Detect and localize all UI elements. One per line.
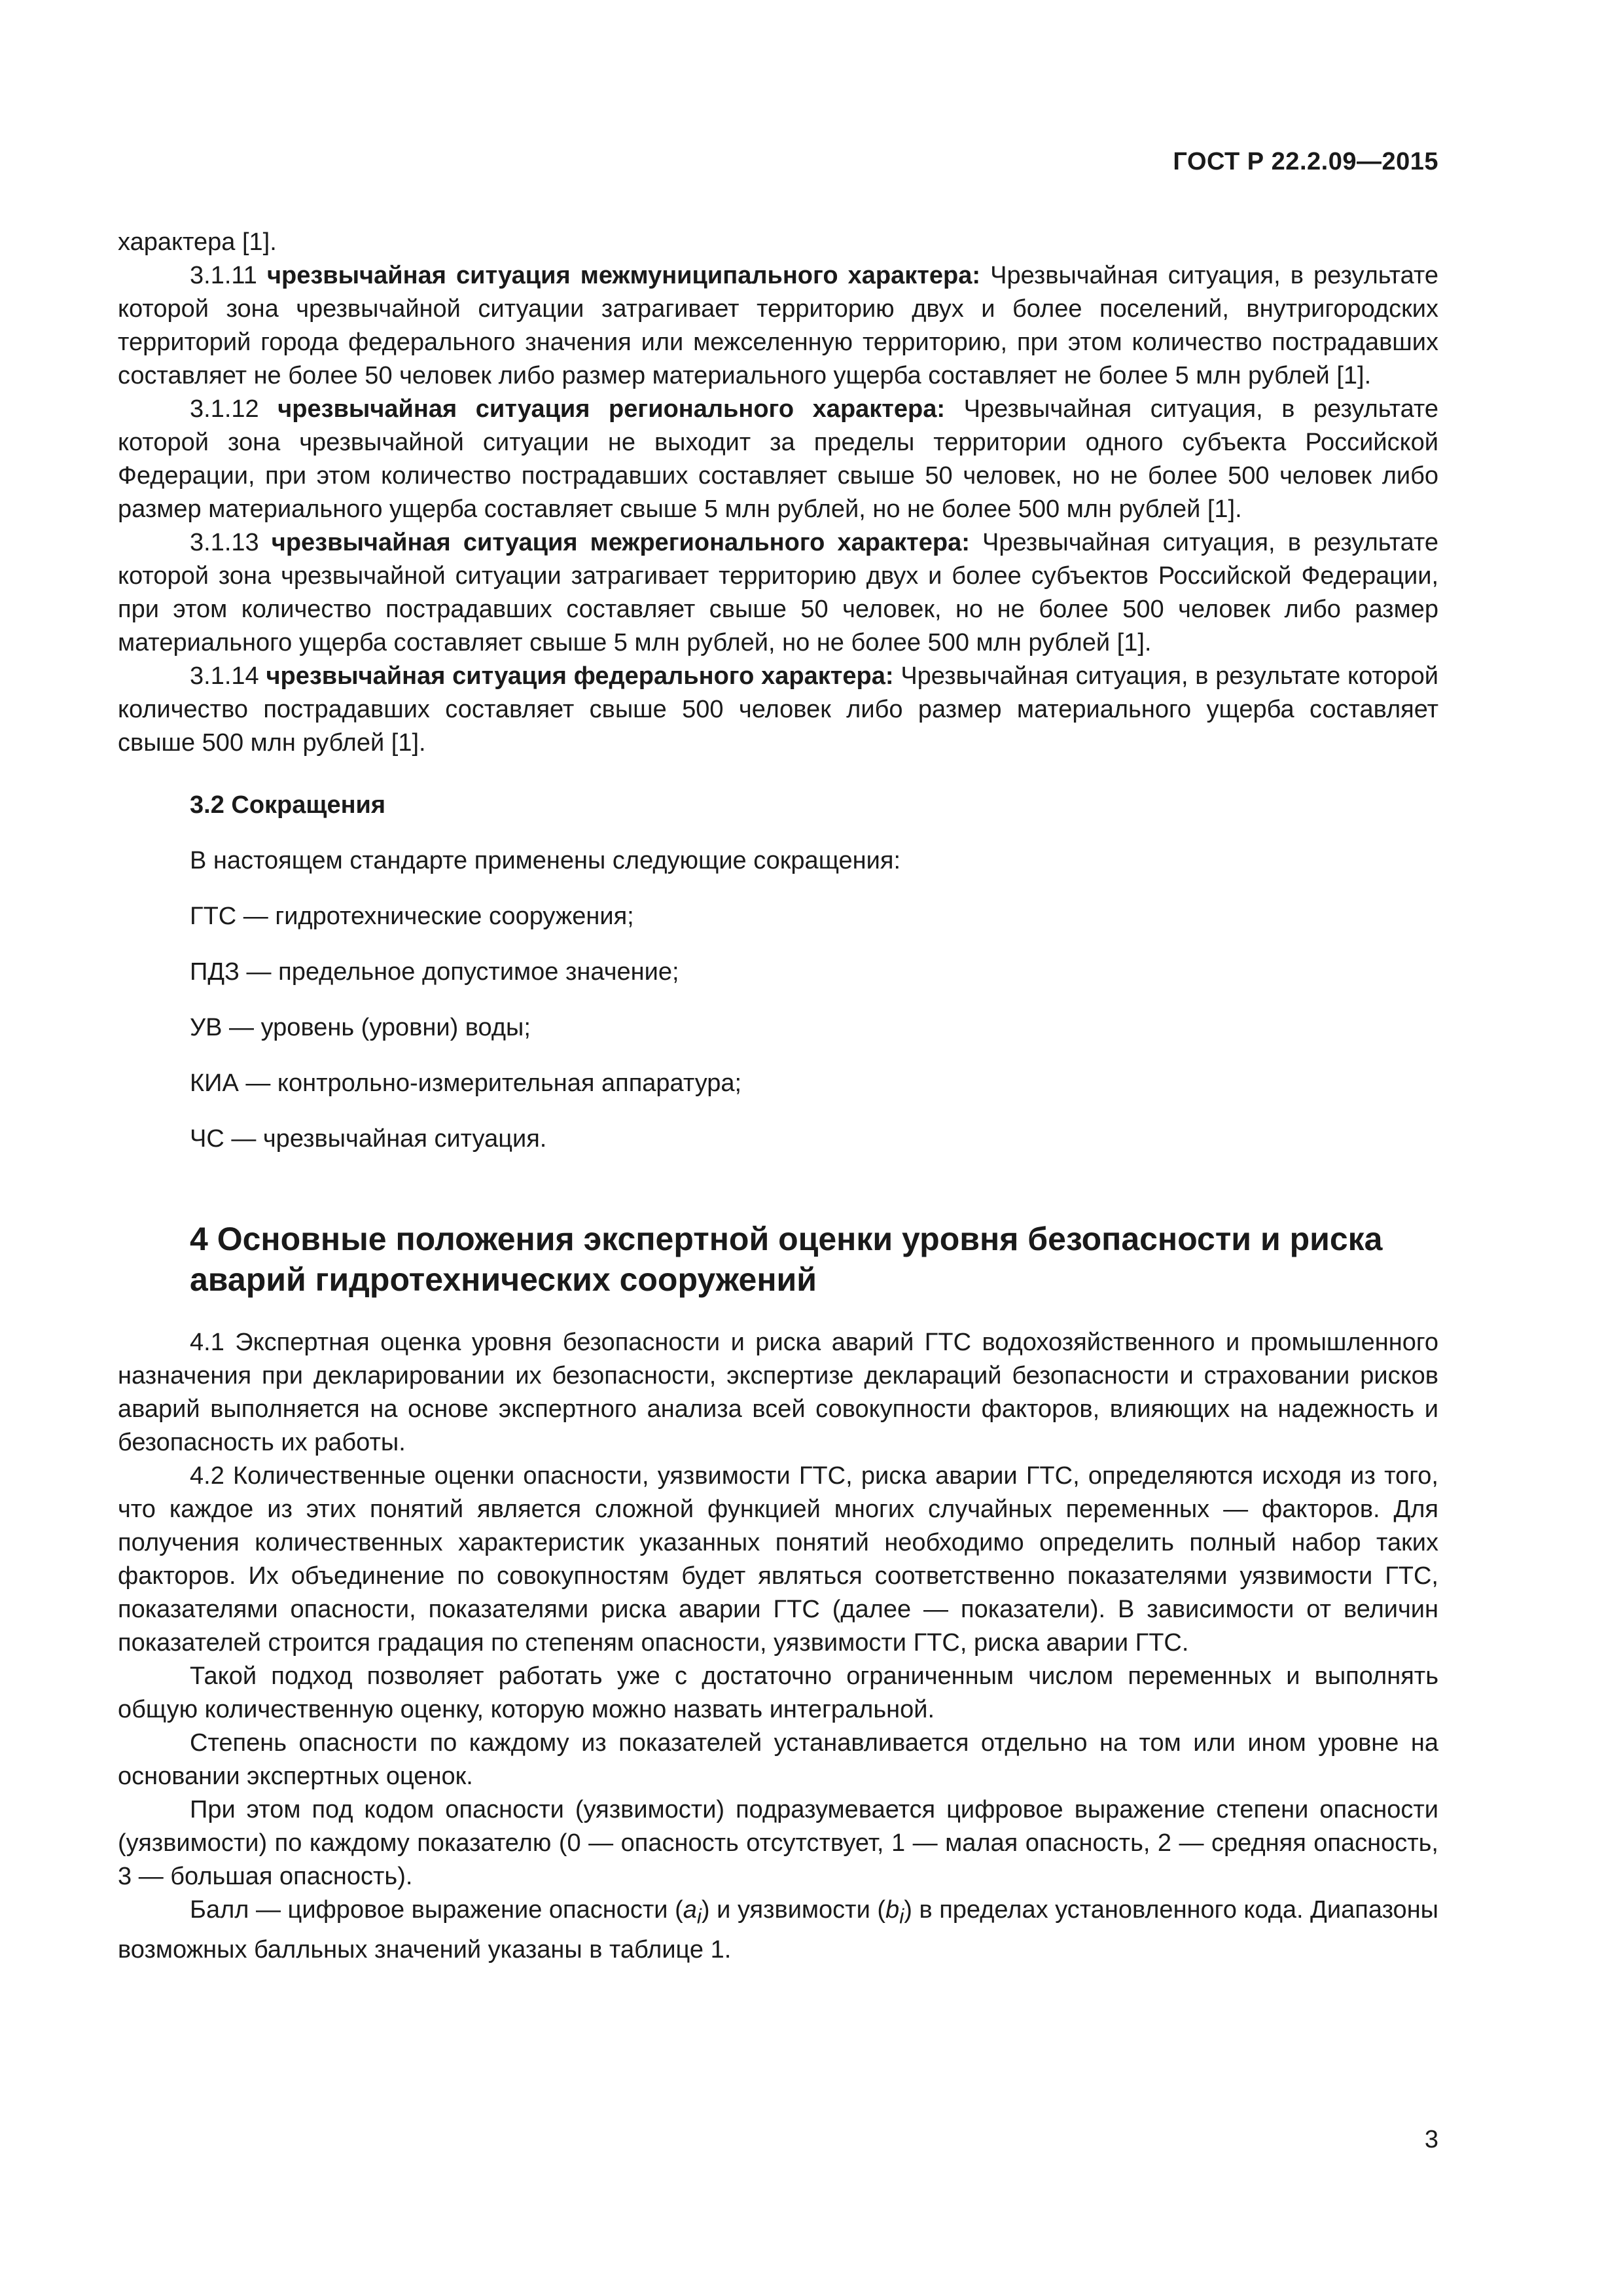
definition-text: Чрезвычайная ситуация, в результате которой зона чрезвычайной ситуации затрагивает территорию двух и более поселений, внутригородских территорий города федерального значения или межселенную территорию, при этом количество пострадавших составляет не более 50 человек либо размер материального ущерба составляет не более 5 млн рублей [1]. — [118, 262, 1439, 389]
paragraph-approach: Такой подход позволяет работать уже с достаточно ограниченным числом переменных и выполнять общую количественную оценку, которую можно назвать интегральной. — [118, 1662, 1438, 1723]
definition-text: Чрезвычайная ситуация, в результате которой зона чрезвычайной ситуации не выходит за пределы территории одного субъекта Российской Федерации, при этом количество пострадавших составляет свыше 50 человек, но не более 500 человек либо размер материального ущерба составляет свыше 5 млн рублей, но не более 500 млн рублей [1]. — [118, 395, 1439, 523]
abbreviation-item: КИА — контрольно-измерительная аппаратура; — [190, 1069, 742, 1097]
term: чрезвычайная ситуация межмуниципального характера: — [266, 262, 981, 289]
score-text-part: Балл — цифровое выражение опасности ( — [190, 1896, 683, 1924]
score-text-part: ) в пределах установленного кода. Диапазоны возможных балльных значений указаны в таблице 1. — [118, 1896, 1438, 1964]
term: чрезвычайная ситуация федерального характера: — [266, 662, 894, 690]
paragraph-score — [118, 1893, 1438, 1967]
definition-3-1-12 — [118, 393, 1438, 526]
page-number: 3 — [1424, 2126, 1438, 2153]
page-body — [118, 226, 1438, 1967]
term: чрезвычайная ситуация регионального характера: — [277, 395, 946, 423]
clause-number: 3.1.13 — [190, 529, 259, 556]
definition-text: Чрезвычайная ситуация, в результате которой количество пострадавших составляет свыше 500 человек либо размер материального ущерба составляет свыше 500 млн рублей [1]. — [118, 662, 1439, 757]
subscript-i: i — [696, 1904, 702, 1928]
subscript-i: i — [899, 1904, 904, 1928]
score-text-part: ) и уязвимости ( — [701, 1896, 886, 1924]
definition-3-1-11 — [118, 259, 1438, 393]
section-4-heading: 4 Основные положения экспертной оценки уровня безопасности и риска аварий гидротехнических сооружений — [190, 1221, 1383, 1298]
clause-number: 3.1.12 — [190, 395, 259, 423]
document-code-header: ГОСТ Р 22.2.09—2015 — [1173, 148, 1438, 175]
clause-number: 3.1.11 — [190, 262, 257, 289]
abbreviations-intro: В настоящем стандарте применены следующие сокращения: — [190, 847, 901, 874]
clause-number: 3.1.14 — [190, 662, 259, 690]
definition-text: Чрезвычайная ситуация, в результате которой зона чрезвычайной ситуации затрагивает территорию двух и более субъектов Российской Федерации, при этом количество пострадавших составляет свыше 50 человек, но не более 500 человек либо размер материального ущерба составляет свыше 5 млн рублей, но не более 500 млн рублей [1]. — [118, 529, 1438, 656]
continuation-text: характера [1]. — [118, 228, 277, 256]
term: чрезвычайная ситуация межрегионального характера: — [271, 529, 970, 556]
paragraph-danger-code: При этом под кодом опасности (уязвимости) подразумевается цифровое выражение степени опасности (уязвимости) по каждому показателю (0 — опасность отсутствует, 1 — малая опасность, 2 — средняя опасность, 3 — большая опасность). — [118, 1796, 1438, 1890]
paragraph-4-1: 4.1 Экспертная оценка уровня безопасности и риска аварий ГТС водохозяйственного и промышленного назначения при декларировании их безопасности, экспертизе деклараций безопасности и страховании рисков аварий выполняется на основе экспертного анализа всей совокупности факторов, влияющих на надежность и безопасность их работы. — [118, 1329, 1438, 1456]
abbreviation-item: ГТС — гидротехнические сооружения; — [190, 903, 634, 930]
definition-3-1-14 — [118, 660, 1438, 760]
paragraph-4-2: 4.2 Количественные оценки опасности, уязвимости ГТС, риска аварии ГТС, определяются исходя из того, что каждое из этих понятий является сложной функцией многих случайных переменных — факторов. Для получения количественных характеристик указанных понятий необходимо определить полный набор таких факторов. Их объединение по совокупностям будет являться соответственно показателями уязвимости ГТС, показателями опасности, показателями риска аварии ГТС (далее — показатели). В зависимости от величин показателей строится градация по степеням опасности, уязвимости ГТС, риска аварии ГТС. — [118, 1462, 1438, 1657]
variable-b: b — [885, 1896, 900, 1924]
definition-3-1-13 — [118, 526, 1438, 660]
abbreviation-item: ПДЗ — предельное допустимое значение; — [190, 958, 679, 986]
variable-a: a — [683, 1896, 697, 1924]
abbreviations-heading: 3.2 Сокращения — [190, 791, 386, 819]
abbreviation-item: ЧС — чрезвычайная ситуация. — [190, 1125, 547, 1153]
abbreviation-item: УВ — уровень (уровни) воды; — [190, 1014, 531, 1041]
paragraph-danger-degree: Степень опасности по каждому из показателей устанавливается отдельно на том или ином уровне на основании экспертных оценок. — [118, 1729, 1438, 1790]
